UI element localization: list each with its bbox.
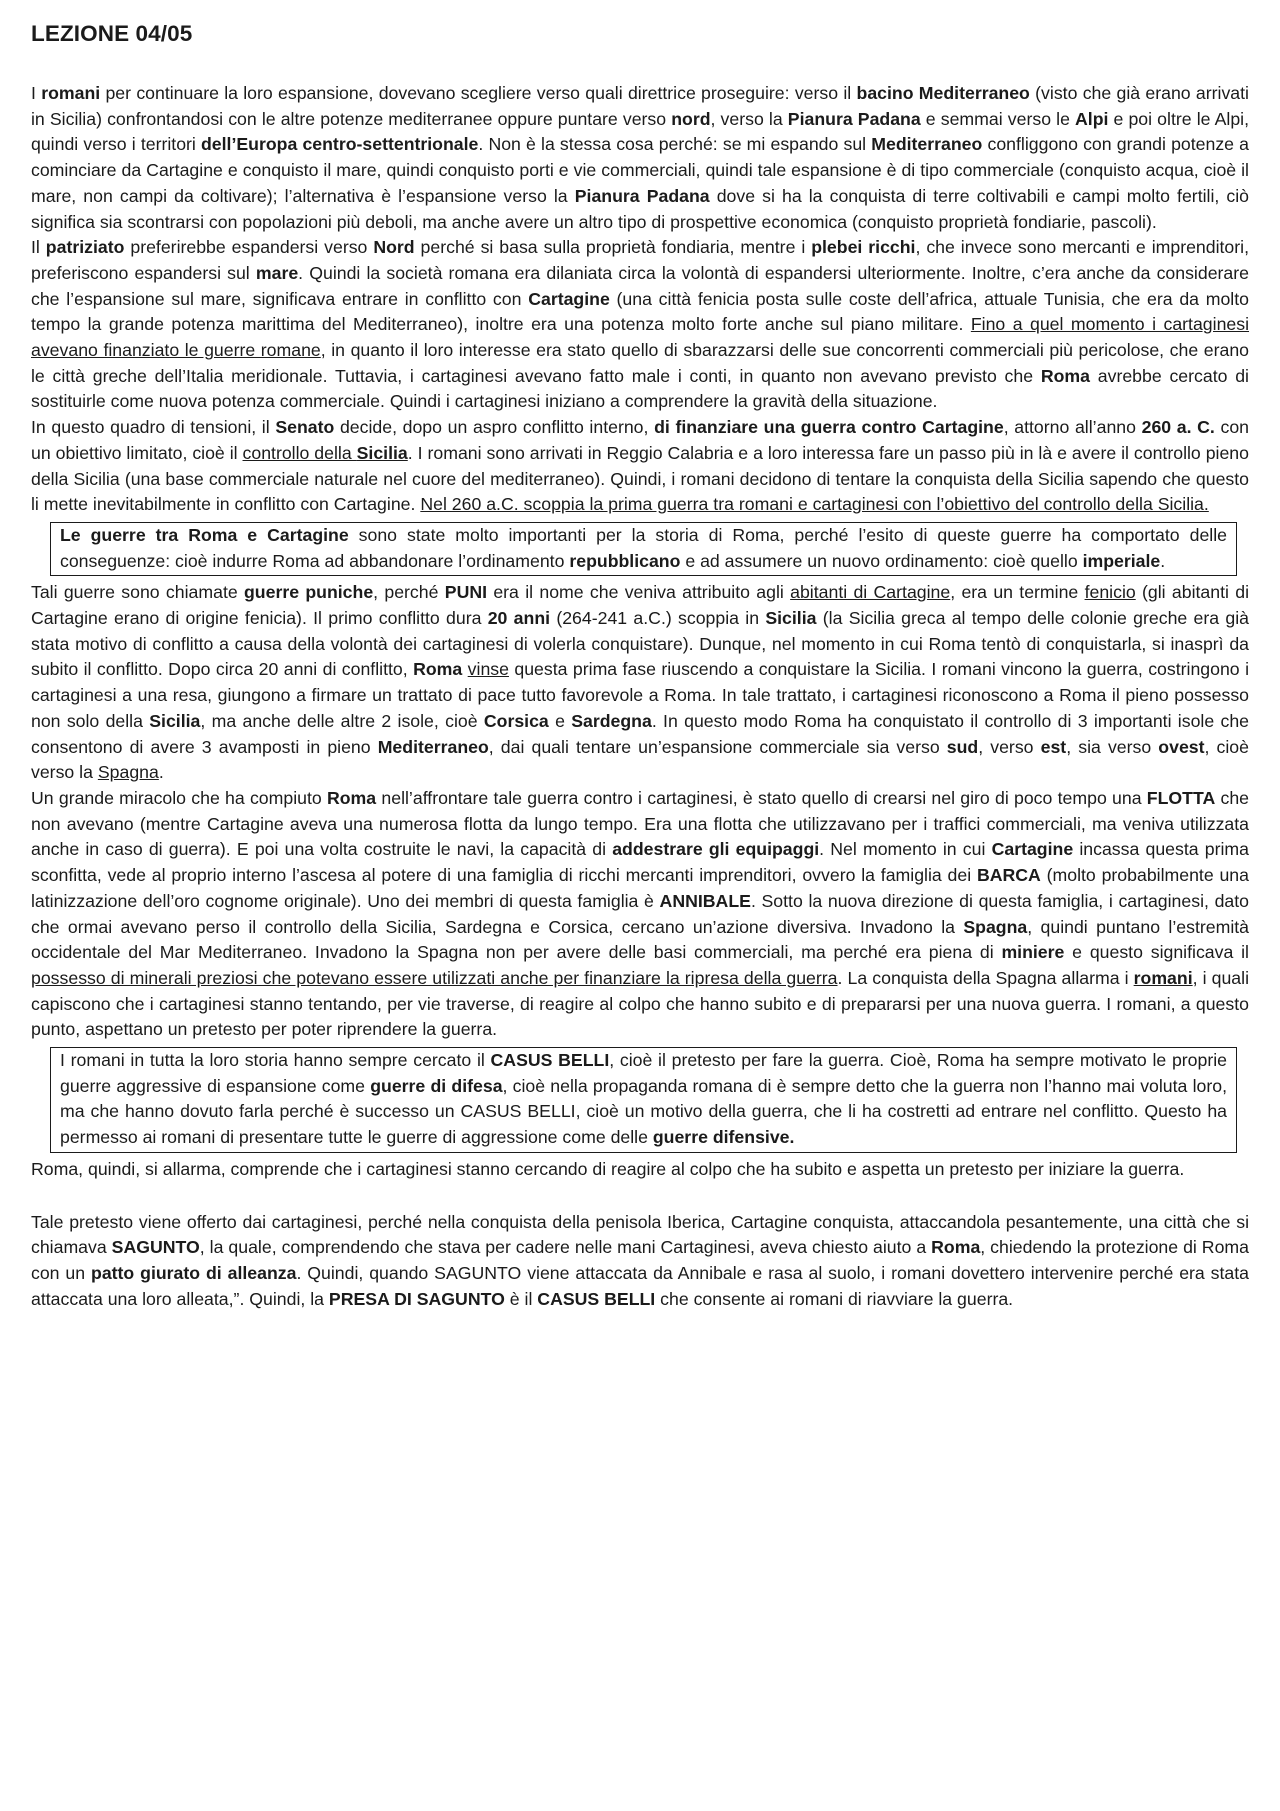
text-run: (una città fenicia posta sulle coste dell’africa, attuale Tunisia, che era da molto tempo la grande potenza marittima del Mediterraneo), inoltre era una potenza molto forte anche sul piano militare. (31, 288, 1249, 335)
text-run: , era un termine (950, 582, 1085, 603)
text-run: , in quanto il loro interesse era stato quello di sbarazzarsi delle sue concorrenti commerciali più pericolose, che erano le città greche dell’Italia meridionale. Tuttavia, i cartaginesi avevano fatto male i conti, in quanto non avevano previsto che (31, 340, 1249, 386)
text-run: preferirebbe espandersi verso (124, 237, 374, 258)
underlined-text: vinse (467, 659, 509, 680)
bold-text: patto giurato di alleanza (91, 1262, 297, 1283)
text-run: , attorno all’anno (1003, 417, 1142, 438)
bold-text: Pianura Padana (574, 185, 710, 206)
paragraph-patriziato (31, 235, 1249, 415)
bold-text: Mediterraneo (871, 134, 983, 155)
bold-text: guerre difensive. (652, 1127, 795, 1148)
text-run: , ma anche delle altre 2 isole, cioè (200, 710, 484, 731)
text-run: confliggono con grandi potenze a cominciare da Cartagine e conquisto il mare, quindi conquisto porti e vie commerciali, quindi tale espansione è di tipo commerciale (conquisto acqua, cioè il mare, non campi da coltivare); l’alternativa è l’espansione verso la (31, 134, 1249, 206)
paragraph-guerre-puniche (31, 580, 1249, 786)
text-run: decide, dopo un aspro conflitto interno, (334, 417, 655, 438)
text-run: , cioè il pretesto per fare la guerra. Cioè, Roma ha sempre motivato le proprie guerre aggressive di espansione come (60, 1050, 1227, 1096)
underlined-text: Fino a quel momento i cartaginesi avevano finanziato le guerre romane (31, 314, 1250, 361)
text-run: sono state molto importanti per la storia di Roma, perché l’esito di queste guerre ha comportato delle conseguenze: cioè indurre Roma ad abbandonare l’ordinamento (60, 524, 1227, 571)
bold-text: Sicilia (356, 442, 408, 463)
paragraph-spacer (31, 1183, 1249, 1210)
text-run: (la Sicilia greca al tempo delle colonie greche era già stata motivo di conflitto a causa della volontà dei cartaginesi di volerla conquistare). Dunque, nel momento in cui Roma tentò di conquistarla, si inasprì da subito il conflitto. Dopo circa 20 anni di conflitto, (31, 608, 1249, 680)
text-run: (visto che già erano arrivati in Sicilia) confrontandosi con le altre potenze mediterranee oppure puntare verso (31, 83, 1249, 129)
text-run: , perché (373, 582, 445, 603)
bold-text: di finanziare una guerra contro Cartagine (654, 417, 1004, 438)
note-text-casus-belli (60, 1048, 1227, 1151)
bold-text: 260 a. C. (1141, 417, 1215, 438)
paragraph-flotta (31, 786, 1249, 1043)
note-box-guerre (50, 522, 1237, 576)
text-run: I (31, 83, 42, 103)
text-run: . Sotto la nuova direzione di questa famiglia, i cartaginesi, dato che ormai avevano perso il controllo della Sicilia, Sardegna e Corsica, cercano un’azione diversiva. Invadono la (31, 890, 1249, 937)
text-run: . Quindi la società romana era dilaniata circa la volontà di espandersi ulteriormente. Inoltre, c’era anche da considerare che l’espansione sul mare, significava entrare in conflitto con (31, 262, 1249, 309)
text-run: Tali guerre sono chiamate (31, 582, 244, 603)
text-run: e ad assumere un nuovo ordinamento: cioè quello (680, 550, 1083, 571)
bold-text: repubblicano (569, 550, 681, 571)
bold-text: Corsica (483, 710, 549, 731)
text-run: . I romani sono arrivati in Reggio Calabria e a loro interessa fare un passo più in là e avere il controllo pieno della Sicilia (una base commerciale naturale nel cuore del mediterraneo). Quindi, i romani decidono di tentare la conquista della Sicilia sapendo che questo li mette inevitabilmente in conflitto con Cartagine. (31, 442, 1249, 515)
text-run: e semmai verso le (920, 108, 1076, 129)
underlined-text: Nel 260 a.C. scoppia la prima guerra tra romani e cartaginesi con l’obiettivo del controllo della Sicilia. (420, 494, 1209, 515)
bold-text: romani (41, 83, 101, 103)
bold-text: Le guerre tra Roma e Cartagine (60, 524, 349, 545)
text-run: , chiedendo la protezione di Roma con un (31, 1237, 1249, 1283)
underlined-text: abitanti di Cartagine (790, 582, 951, 603)
bold-text: sud (946, 736, 979, 757)
bold-text: SAGUNTO (111, 1237, 200, 1258)
bold-text: Sicilia (765, 608, 817, 629)
text-run: per continuare la loro espansione, dovevano scegliere verso quali direttrice proseguire: verso il (100, 83, 857, 103)
underlined-text: controllo della (242, 442, 357, 463)
bold-text: FLOTTA (1146, 787, 1216, 808)
bold-text: Sardegna (571, 710, 652, 731)
text-run: avrebbe cercato di sostituirle come nuova potenza commerciale. Quindi i cartaginesi iniziano a comprendere la gravità della situazione. (31, 365, 1249, 412)
bold-text: CASUS BELLI (490, 1050, 610, 1071)
bold-text: PRESA DI SAGUNTO (328, 1288, 505, 1309)
bold-text: guerre di difesa (370, 1075, 503, 1096)
text-run: e (548, 710, 572, 731)
document-page (31, 14, 1249, 1312)
bold-text: addestrare gli equipaggi (612, 839, 820, 860)
bold-text: dell’Europa centro-settentrionale (201, 134, 479, 155)
bold-text: mare (255, 262, 299, 283)
bold-text: Mediterraneo (377, 736, 489, 757)
bold-text: BARCA (976, 865, 1041, 886)
underlined-text: Spagna (97, 762, 159, 783)
paragraph-espansione (31, 81, 1249, 235)
bold-text: Senato (275, 417, 335, 438)
text-run: . (158, 762, 164, 783)
text-run: con un obiettivo limitato, cioè il (31, 417, 1250, 463)
bold-text: CASUS BELLI (537, 1288, 656, 1309)
text-run: Un grande miracolo che ha compiuto (31, 787, 327, 808)
text-run: dove si ha la conquista di terre coltivabili e campi molto fertili, ciò significa sia scontrarsi con popolazioni più deboli, ma anche avere un altro tipo di prospettive economica (conquisto proprietà fondiarie, pascoli). (31, 185, 1250, 232)
bold-text: nord (671, 108, 711, 129)
text-run: I romani in tutta la loro storia hanno sempre cercato il (60, 1050, 491, 1071)
text-run: che consente ai romani di riavviare la guerra. (655, 1288, 1014, 1309)
text-run: e questo significava il (1064, 942, 1249, 963)
text-run: (264-241 a.C.) scoppia in (550, 608, 766, 629)
text-run: . Quindi, quando SAGUNTO viene attaccata da Annibale e rasa al suolo, i romani dovettero intervenire perché era stata attaccata una loro alleata,”. Quindi, la (31, 1262, 1250, 1309)
text-run: , dai quali tentare un’espansione commerciale sia verso (488, 736, 947, 757)
text-run: che non avevano (mentre Cartagine aveva una numerosa flotta da lungo tempo. Era una flotta che utilizzavano per i traffici commerciali, ma veniva utilizzata anche in caso di guerra). E poi una volta costruite le navi, la capacità di (31, 787, 1250, 860)
text-run: , cioè verso la (31, 736, 1249, 783)
bold-text: PUNI (444, 582, 488, 603)
bold-text: guerre puniche (244, 582, 374, 603)
bold-text: bacino Mediterraneo (856, 83, 1030, 103)
bold-text: Roma (326, 787, 377, 808)
underlined-text: possesso di minerali preziosi che potevano essere utilizzati anche per finanziare la ripresa della guerra (31, 967, 838, 988)
text-run: , verso (978, 736, 1041, 757)
note-box-casus-belli (50, 1047, 1237, 1153)
bold-text: romani (1133, 967, 1193, 988)
bold-text: Nord (373, 237, 415, 258)
text-run: incassa questa prima sconfitta, vede al proprio interno l’ascesa al potere di una famiglia di ricchi mercanti imprenditori, ovvero la famiglia dei (31, 839, 1249, 886)
text-run: è il (504, 1288, 538, 1309)
bold-text: ovest (1158, 736, 1205, 757)
text-run: , verso la (710, 108, 788, 129)
page-title: LEZIONE 04/05 (31, 21, 193, 46)
bold-text: 20 anni (487, 608, 551, 629)
text-run: In questo quadro di tensioni, il (31, 417, 276, 438)
text-run: , la quale, comprendendo che stava per cadere nelle mani Cartaginesi, aveva chiesto aiuto a (199, 1237, 932, 1258)
bold-text: Pianura Padana (787, 108, 921, 129)
text-run: (molto probabilmente una latinizzazione dell’oro cognome originale). Uno dei membri di questa famiglia è (31, 865, 1249, 911)
text-run: perché si basa sulla proprietà fondiaria, mentre i (414, 237, 812, 258)
text-run: (gli abitanti di Cartagine erano di origine fenicia). Il primo conflitto dura (31, 582, 1250, 629)
text-run: , quindi puntano l’estremità occidentale del Mar Mediterraneo. Invadono la Spagna non per avere delle basi commerciali, ma perché era piena di (31, 916, 1250, 963)
text-run: . La conquista della Spagna allarma i (837, 967, 1134, 988)
text-run: Tale pretesto viene offerto dai cartaginesi, perché nella conquista della penisola Iberica, Cartagine conquista, attaccandola pesantemente, una città che si chiamava (31, 1211, 1249, 1258)
underlined-text: fenicio (1084, 582, 1136, 603)
text-run: , che invece sono mercanti e imprenditori, preferiscono espandersi sul (31, 237, 1250, 283)
bold-text: Roma (931, 1237, 981, 1258)
note-text-guerre (60, 523, 1227, 574)
bold-text: ANNIBALE (659, 890, 751, 911)
text-run: . Non è la stessa cosa perché: se mi espando sul (478, 134, 872, 155)
bold-text: Sicilia (149, 710, 201, 731)
text-run: , i quali capiscono che i cartaginesi stanno tentando, per vie traverse, di reagire al colpo che hanno subito e di prepararsi per una nuova guerra. I romani, a questo punto, aspettano un pretesto per poter riprendere la guerra. (31, 967, 1249, 1040)
text-run: . (1160, 550, 1166, 571)
bold-text: Roma (1040, 365, 1090, 386)
text-run: questa prima fase riuscendo a conquistare la Sicilia. I romani vincono la guerra, costringono i cartaginesi a una resa, giungono a firmare un trattato di pace tutto favorevole a Roma. In tale trattato, i cartaginesi riconoscono a Roma il pieno possesso non solo della (31, 659, 1249, 731)
paragraph-senato (31, 415, 1249, 518)
bold-text: imperiale (1082, 550, 1161, 571)
bold-text: miniere (1001, 942, 1065, 963)
bold-text: Cartagine (991, 839, 1074, 860)
text-run: , cioè nella propaganda romana di è sempre detto che la guerra non l’hanno mai voluta loro, ma che hanno dovuto farla perché è successo un CASUS BELLI, cioè un motivo della guerra, che li ha costretti ad entrare nel conflitto. Questo ha permesso ai romani di presentare tutte le guerre di aggressione come delle (60, 1075, 1228, 1148)
paragraph-sagunto (31, 1210, 1249, 1313)
bold-text: Alpi (1075, 108, 1109, 129)
bold-text: plebei ricchi (811, 237, 916, 258)
bold-text: Spagna (963, 916, 1028, 937)
bold-text: patriziato (45, 237, 125, 258)
text-run: . In questo modo Roma ha conquistato il controllo di 3 importanti isole che consentono di avere 3 avamposti in pieno (31, 710, 1250, 757)
text-run: e poi oltre le Alpi, quindi verso i territori (31, 108, 1250, 155)
bold-text: Cartagine (528, 288, 610, 309)
bold-text: Roma (413, 659, 463, 680)
text-run: Roma, quindi, si allarma, comprende che i cartaginesi stanno cercando di reagire al colpo che ha subito e aspetta un pretesto per iniziare la guerra. (31, 1158, 1185, 1179)
text-run: , sia verso (1066, 736, 1159, 757)
paragraph-roma-allarma (31, 1157, 1249, 1183)
text-run: . Nel momento in cui (819, 839, 992, 860)
bold-text: est (1040, 736, 1067, 757)
text-run: nell’affrontare tale guerra contro i cartaginesi, è stato quello di crearsi nel giro di poco tempo una (376, 787, 1147, 808)
text-run: era il nome che veniva attribuito agli (487, 582, 791, 603)
text-run: Il (31, 237, 46, 258)
